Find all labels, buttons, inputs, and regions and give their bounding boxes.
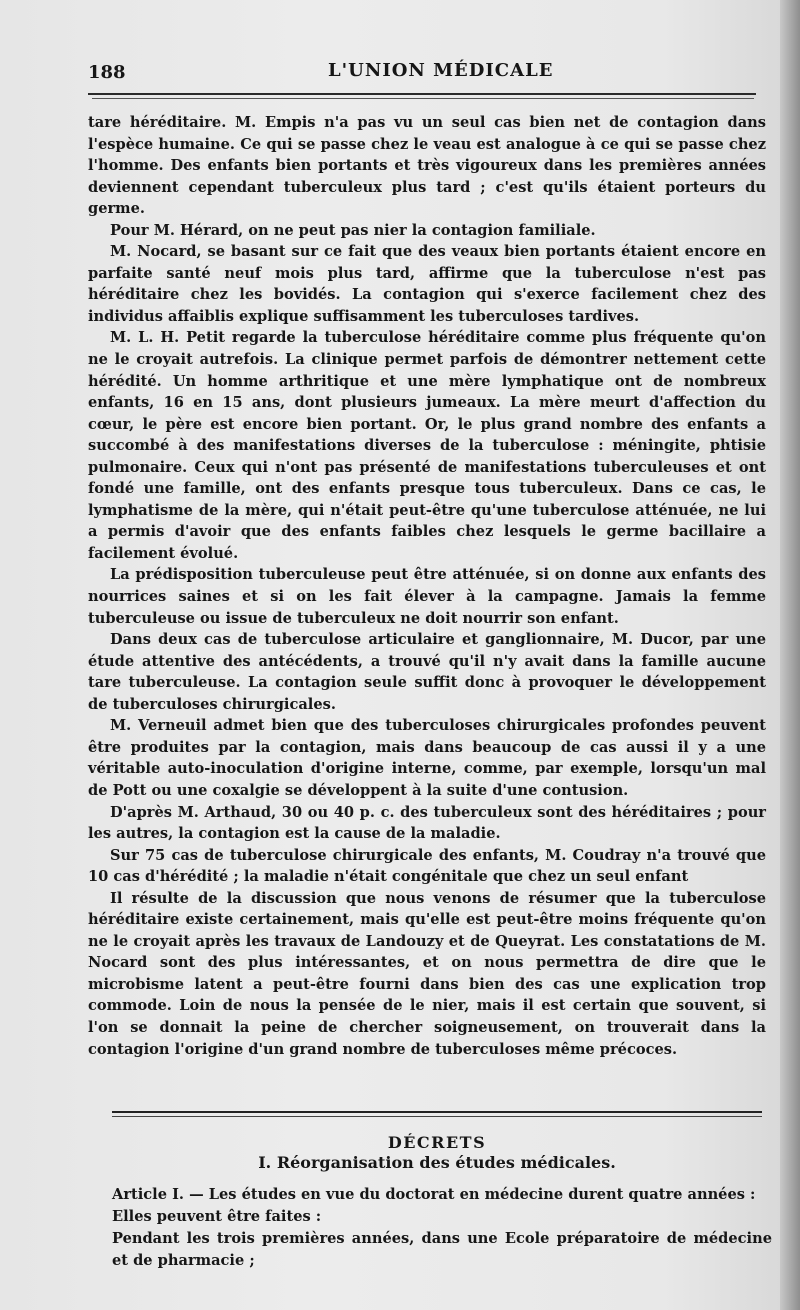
running-title: L'UNION MÉDICALE bbox=[328, 60, 554, 81]
paragraph: M. Nocard, se basant sur ce fait que des veaux bien portants étaient encore en parfaite santé neuf mois plus tard, affirme que la tuberculose n'est pas héréditaire chez les bovidés. La contagion qui s'exerce facilement chez des individus affaiblis explique suffisamment les tuberculoses tardives. bbox=[88, 243, 766, 325]
paragraph: tare héréditaire. M. Empis n'a pas vu un seul cas bien net de contagion dans l'espèce humaine. Ce qui se passe chez le veau est analogue à ce qui se passe chez l'homme. Des enfants bien portants et très vigoureux dans les premières années deviennent cependant tuberculeux plus tard ; c'est qu'ils étaient porteurs du germe. bbox=[88, 114, 766, 218]
section-rule bbox=[112, 1111, 762, 1113]
decrets-body bbox=[112, 1184, 772, 1272]
paragraph: La prédisposition tuberculeuse peut être atténuée, si on donne aux enfants des nourrices saines et si on les fait élever à la campagne. Jamais la femme tuberculeuse ou issue de tuberculeux ne doit nourrir son enfant. bbox=[88, 566, 766, 627]
paragraph: D'après M. Arthaud, 30 ou 40 p. c. des tuberculeux sont des héréditaires ; pour les autres, la contagion est la cause de la maladie. bbox=[88, 803, 766, 843]
section-subtitle: I. Réorganisation des études médicales. bbox=[258, 1153, 616, 1172]
paragraph: Sur 75 cas de tuberculose chirurgicale des enfants, M. Coudray n'a trouvé que 10 cas d'hérédité ; la maladie n'était congénitale que chez un seul enfant bbox=[88, 846, 766, 886]
section-title: DÉCRETS bbox=[387, 1133, 487, 1152]
page-number: 188 bbox=[88, 62, 126, 83]
page-header bbox=[88, 56, 758, 86]
decret-line: Elles peuvent être faites : bbox=[112, 1208, 322, 1225]
page-edge bbox=[780, 0, 800, 1310]
paragraph: Pour M. Hérard, on ne peut pas nier la contagion familiale. bbox=[110, 221, 596, 239]
paragraph: Il résulte de la discussion que nous venons de résumer que la tuberculose héréditaire existe certainement, mais qu'elle est peut-être moins fréquente qu'on ne le croyait après les travaux de Landouzy et de Queyrat. Les constatations de M. Nocard sont des plus intéressantes, et on nous permettra de dire que le microbisme latent a peut-être fourni dans bien des cas une explication trop commode. Loin de nous la pensée de le nier, mais il est certain que souvent, si l'on se donnait la peine de chercher soigneusement, on trouverait dans la contagion l'origine d'un grand nombre de tuberculoses même précoces. bbox=[88, 889, 766, 1058]
decret-line: Pendant les trois premières années, dans une Ecole préparatoire de médecine et de pharmacie ; bbox=[112, 1230, 772, 1269]
article-body bbox=[88, 112, 766, 1060]
header-rule-thin bbox=[92, 98, 754, 99]
paragraph: Dans deux cas de tuberculose articulaire et ganglionnaire, M. Ducor, par une étude attentive des antécédents, a trouvé qu'il n'y avait dans la famille aucune tare tuberculeuse. La contagion seule suffit donc à provoquer le développement de tuberculoses chirurgicales. bbox=[88, 631, 766, 713]
header-rule bbox=[88, 93, 756, 95]
paragraph: M. Verneuil admet bien que des tuberculoses chirurgicales profondes peuvent être produites par la contagion, mais dans beaucoup de cas aussi il y a une véritable auto-inoculation d'origine interne, comme, par exemple, lorsqu'un mal de Pott ou une coxalgie se développent à la suite d'une contusion. bbox=[88, 717, 766, 799]
decret-line: Article I. — Les études en vue du doctorat en médecine durent quatre années : bbox=[112, 1186, 756, 1203]
section-rule-thin bbox=[112, 1116, 762, 1117]
paragraph: M. L. H. Petit regarde la tuberculose héréditaire comme plus fréquente qu'on ne le croyait autrefois. La clinique permet parfois de démontrer nettement cette hérédité. Un homme arthritique et une mère lymphatique ont de nombreux enfants, 16 en 15 ans, dont plusieurs jumeaux. La mère meurt d'affection du cœur, le père est encore bien portant. Or, le plus grand nombre des enfants a succombé à des manifestations diverses de la tuberculose : méningite, phtisie pulmonaire. Ceux qui n'ont pas présenté de manifestations tuberculeuses et ont fondé une famille, ont des enfants presque tous tuberculeux. Dans ce cas, le lymphatisme de la mère, qui n'était peut-être qu'une tuberculose atténuée, ne lui a permis d'avoir que des enfants faibles chez lesquels le germe bacillaire a facilement évolué. bbox=[88, 329, 766, 562]
decrets-heading bbox=[112, 1133, 762, 1173]
